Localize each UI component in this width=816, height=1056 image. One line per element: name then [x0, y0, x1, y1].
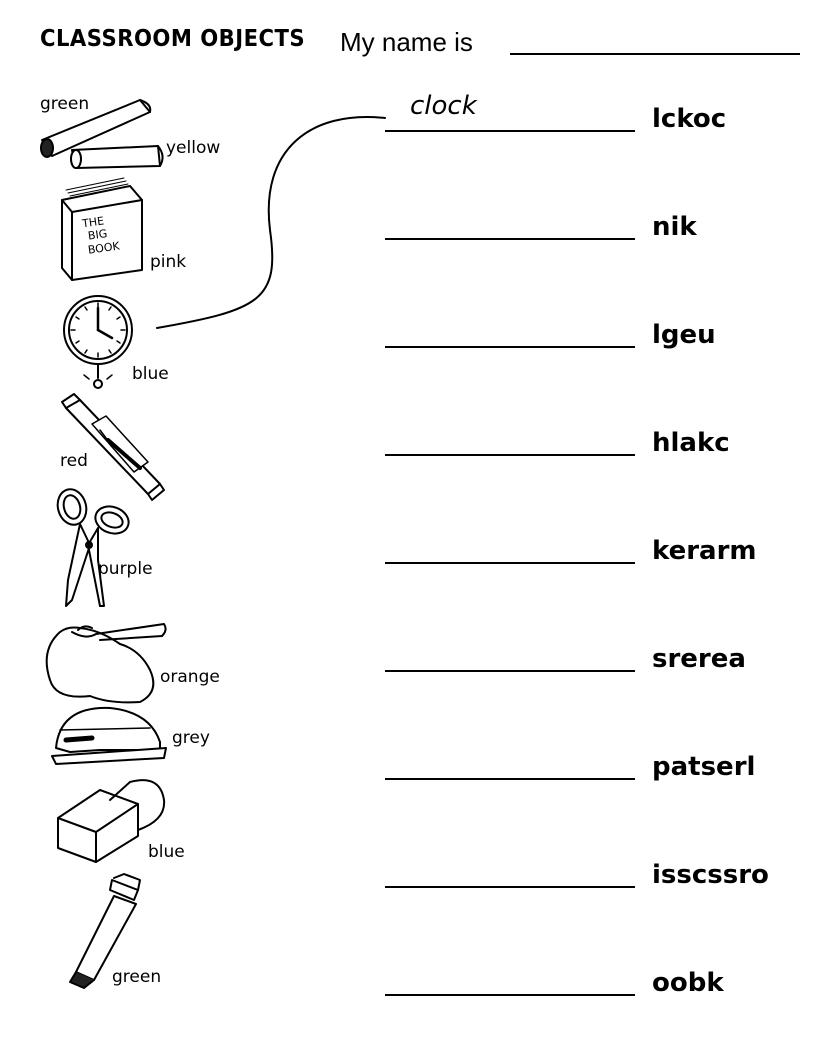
scrambled-word: nik: [652, 212, 697, 242]
answer-line[interactable]: [385, 778, 635, 780]
pencil-case-icon: [47, 624, 166, 702]
answer-line[interactable]: [385, 346, 635, 348]
scrambled-word: srerea: [652, 644, 746, 674]
color-label: green: [112, 967, 162, 987]
answer-line[interactable]: [385, 670, 635, 672]
answer-line[interactable]: [385, 994, 635, 996]
scissors-icon: [54, 486, 133, 606]
color-label: pink: [150, 252, 187, 272]
clock-icon: [64, 296, 132, 388]
scrambled-word: hlakc: [652, 428, 730, 458]
marker-icon: [62, 394, 164, 500]
answer-line[interactable]: [385, 454, 635, 456]
color-label: green: [40, 94, 90, 114]
name-label: My name is: [340, 27, 473, 57]
scrambled-word: lgeu: [652, 320, 716, 350]
answer-line[interactable]: [385, 238, 635, 240]
scrambled-word: isscssro: [652, 860, 769, 890]
worksheet-title: CLASSROOM OBJECTS: [40, 26, 306, 52]
color-label: purple: [98, 559, 153, 579]
scrambled-word: lckoc: [652, 104, 727, 134]
scrambled-word: kerarm: [652, 536, 757, 566]
answer-line[interactable]: [385, 130, 635, 132]
book-cover-line-3: BOOK: [87, 239, 121, 257]
color-label: grey: [172, 728, 210, 748]
color-label: blue: [148, 842, 185, 862]
book-cover-line-2: BIG: [87, 227, 109, 243]
scrambled-word: oobk: [652, 968, 724, 998]
example-answer: clock: [410, 91, 477, 121]
answer-line[interactable]: [385, 886, 635, 888]
scrambled-word: patserl: [652, 752, 756, 782]
color-label: yellow: [166, 138, 221, 158]
answer-line[interactable]: [385, 562, 635, 564]
book-cover-line-1: THE: [81, 214, 105, 231]
color-label: blue: [132, 364, 169, 384]
stapler-icon: [52, 708, 166, 764]
color-label: orange: [160, 667, 220, 687]
color-label: red: [60, 451, 88, 471]
